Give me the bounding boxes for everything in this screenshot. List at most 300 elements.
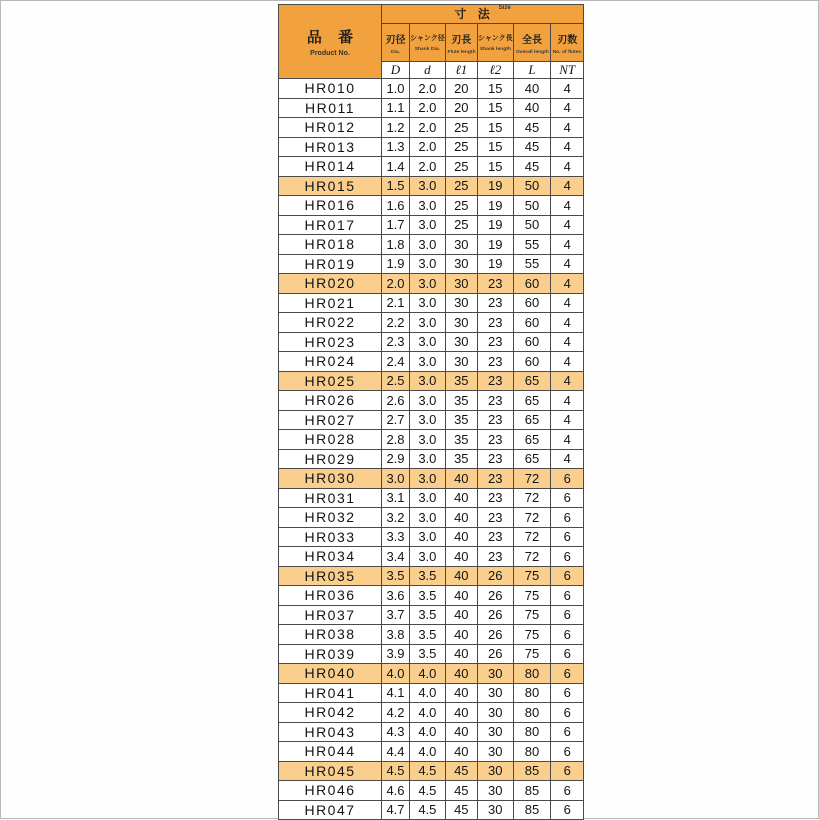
table-row — [279, 605, 584, 625]
value-cell: 75 — [513, 586, 551, 606]
table-row — [279, 664, 584, 684]
value-cell: 3.0 — [410, 176, 446, 196]
product-no-cell: HR038 — [279, 625, 382, 645]
product-no-cell: HR030 — [279, 469, 382, 489]
value-cell: 45 — [445, 781, 477, 801]
value-cell: 4.5 — [410, 800, 446, 820]
value-cell: 40 — [513, 98, 551, 118]
table-row — [279, 118, 584, 138]
value-cell: 6 — [551, 664, 584, 684]
value-cell: 3.0 — [410, 215, 446, 235]
value-cell: 40 — [445, 703, 477, 723]
value-cell: 3.9 — [382, 644, 410, 664]
table-row — [279, 137, 584, 157]
value-cell: 72 — [513, 527, 551, 547]
value-cell: 6 — [551, 761, 584, 781]
value-cell: 72 — [513, 488, 551, 508]
value-cell: 6 — [551, 625, 584, 645]
value-cell: 25 — [445, 196, 477, 216]
value-cell: 4 — [551, 449, 584, 469]
product-no-cell: HR020 — [279, 274, 382, 294]
value-cell: 3.8 — [382, 625, 410, 645]
value-cell: 30 — [477, 683, 513, 703]
product-no-cell: HR021 — [279, 293, 382, 313]
value-cell: 20 — [445, 98, 477, 118]
value-cell: 15 — [477, 118, 513, 138]
value-cell: 23 — [477, 547, 513, 567]
value-cell: 4.5 — [410, 781, 446, 801]
product-spec-table — [278, 4, 584, 820]
size-group-row — [279, 5, 584, 24]
product-no-header-jp: 品 番 — [306, 29, 360, 46]
column-header-en: Overall length — [515, 48, 549, 55]
value-cell: 2.0 — [410, 79, 446, 99]
table-row — [279, 313, 584, 333]
product-no-cell: HR035 — [279, 566, 382, 586]
value-cell: 23 — [477, 293, 513, 313]
table-row — [279, 547, 584, 567]
value-cell: 6 — [551, 527, 584, 547]
value-cell: 30 — [445, 235, 477, 255]
product-no-cell: HR022 — [279, 313, 382, 333]
value-cell: 26 — [477, 625, 513, 645]
value-cell: 23 — [477, 527, 513, 547]
column-header-en: Flute length — [447, 48, 476, 55]
value-cell: 3.5 — [410, 625, 446, 645]
column-header-NT — [551, 24, 584, 62]
value-cell: 19 — [477, 196, 513, 216]
value-cell: 4.0 — [410, 664, 446, 684]
table-row — [279, 508, 584, 528]
product-no-cell: HR041 — [279, 683, 382, 703]
value-cell: 6 — [551, 586, 584, 606]
value-cell: 3.5 — [382, 566, 410, 586]
column-header-jp: シャンク径 — [410, 35, 445, 42]
value-cell: 4.2 — [382, 703, 410, 723]
value-cell: 72 — [513, 508, 551, 528]
value-cell: 40 — [445, 605, 477, 625]
value-cell: 15 — [477, 137, 513, 157]
value-cell: 75 — [513, 625, 551, 645]
product-no-cell: HR047 — [279, 800, 382, 820]
table-row — [279, 254, 584, 274]
value-cell: 4 — [551, 98, 584, 118]
value-cell: 80 — [513, 742, 551, 762]
value-cell: 55 — [513, 254, 551, 274]
product-no-cell: HR033 — [279, 527, 382, 547]
value-cell: 3.5 — [410, 586, 446, 606]
value-cell: 3.1 — [382, 488, 410, 508]
value-cell: 23 — [477, 508, 513, 528]
value-cell: 6 — [551, 469, 584, 489]
table-body — [279, 79, 584, 820]
value-cell: 30 — [477, 781, 513, 801]
value-cell: 6 — [551, 722, 584, 742]
table-row — [279, 274, 584, 294]
table-row — [279, 293, 584, 313]
value-cell: 6 — [551, 488, 584, 508]
value-cell: 2.1 — [382, 293, 410, 313]
product-no-cell: HR023 — [279, 332, 382, 352]
value-cell: 3.0 — [410, 547, 446, 567]
value-cell: 25 — [445, 215, 477, 235]
table-row — [279, 371, 584, 391]
product-no-cell: HR025 — [279, 371, 382, 391]
value-cell: 26 — [477, 566, 513, 586]
value-cell: 2.5 — [382, 371, 410, 391]
value-cell: 4 — [551, 410, 584, 430]
value-cell: 40 — [445, 488, 477, 508]
value-cell: 4.5 — [410, 761, 446, 781]
value-cell: 3.6 — [382, 586, 410, 606]
value-cell: 40 — [445, 722, 477, 742]
value-cell: 23 — [477, 469, 513, 489]
product-no-cell: HR032 — [279, 508, 382, 528]
product-no-cell: HR018 — [279, 235, 382, 255]
value-cell: 30 — [445, 293, 477, 313]
value-cell: 4 — [551, 79, 584, 99]
value-cell: 30 — [445, 254, 477, 274]
value-cell: 15 — [477, 79, 513, 99]
value-cell: 4.5 — [382, 761, 410, 781]
size-group-header-en: Size — [498, 5, 511, 11]
table-row — [279, 410, 584, 430]
value-cell: 3.0 — [410, 254, 446, 274]
table-row — [279, 332, 584, 352]
value-cell: 45 — [513, 157, 551, 177]
product-no-cell: HR034 — [279, 547, 382, 567]
value-cell: 4 — [551, 215, 584, 235]
value-cell: 1.8 — [382, 235, 410, 255]
value-cell: 65 — [513, 371, 551, 391]
value-cell: 4.6 — [382, 781, 410, 801]
value-cell: 35 — [445, 449, 477, 469]
value-cell: 40 — [445, 566, 477, 586]
product-no-cell: HR042 — [279, 703, 382, 723]
value-cell: 60 — [513, 352, 551, 372]
value-cell: 4.0 — [410, 683, 446, 703]
value-cell: 26 — [477, 605, 513, 625]
value-cell: 6 — [551, 566, 584, 586]
value-cell: 3.0 — [410, 430, 446, 450]
column-header-d — [410, 24, 446, 62]
value-cell: 2.0 — [410, 157, 446, 177]
value-cell: 23 — [477, 410, 513, 430]
value-cell: 4.0 — [382, 664, 410, 684]
value-cell: 55 — [513, 235, 551, 255]
value-cell: 4 — [551, 430, 584, 450]
value-cell: 85 — [513, 761, 551, 781]
value-cell: 4.7 — [382, 800, 410, 820]
value-cell: 30 — [477, 742, 513, 762]
product-no-cell: HR028 — [279, 430, 382, 450]
value-cell: 40 — [445, 625, 477, 645]
column-header-en: Shank length — [479, 46, 511, 52]
value-cell: 2.0 — [410, 137, 446, 157]
value-cell: 75 — [513, 605, 551, 625]
value-cell: 23 — [477, 449, 513, 469]
value-cell: 3.0 — [410, 274, 446, 294]
value-cell: 1.9 — [382, 254, 410, 274]
value-cell: 1.3 — [382, 137, 410, 157]
value-cell: 60 — [513, 332, 551, 352]
column-symbol-d: d — [410, 62, 446, 79]
value-cell: 30 — [445, 332, 477, 352]
product-no-cell: HR012 — [279, 118, 382, 138]
product-no-cell: HR015 — [279, 176, 382, 196]
value-cell: 4 — [551, 118, 584, 138]
value-cell: 3.0 — [410, 527, 446, 547]
value-cell: 3.0 — [410, 235, 446, 255]
value-cell: 35 — [445, 410, 477, 430]
value-cell: 40 — [445, 527, 477, 547]
table-row — [279, 703, 584, 723]
column-header-jp: 刃数 — [557, 34, 578, 46]
table-row — [279, 488, 584, 508]
value-cell: 30 — [445, 313, 477, 333]
value-cell: 2.0 — [410, 98, 446, 118]
value-cell: 15 — [477, 157, 513, 177]
value-cell: 3.0 — [410, 332, 446, 352]
value-cell: 2.0 — [382, 274, 410, 294]
value-cell: 2.9 — [382, 449, 410, 469]
value-cell: 23 — [477, 391, 513, 411]
table-row — [279, 625, 584, 645]
table-row — [279, 352, 584, 372]
value-cell: 85 — [513, 781, 551, 801]
value-cell: 4 — [551, 235, 584, 255]
value-cell: 4 — [551, 274, 584, 294]
table-row — [279, 430, 584, 450]
value-cell: 25 — [445, 157, 477, 177]
value-cell: 23 — [477, 352, 513, 372]
value-cell: 1.5 — [382, 176, 410, 196]
table-row — [279, 235, 584, 255]
product-no-cell: HR029 — [279, 449, 382, 469]
value-cell: 3.0 — [410, 352, 446, 372]
value-cell: 23 — [477, 332, 513, 352]
value-cell: 19 — [477, 215, 513, 235]
value-cell: 4 — [551, 176, 584, 196]
product-no-cell: HR031 — [279, 488, 382, 508]
value-cell: 3.0 — [410, 371, 446, 391]
table-row — [279, 176, 584, 196]
value-cell: 30 — [445, 352, 477, 372]
column-header-en: No. of flutes — [552, 48, 582, 55]
product-no-cell: HR010 — [279, 79, 382, 99]
value-cell: 80 — [513, 703, 551, 723]
value-cell: 3.0 — [382, 469, 410, 489]
size-group-header — [382, 5, 584, 24]
table-row — [279, 196, 584, 216]
column-symbol-NT: NT — [551, 62, 584, 79]
value-cell: 45 — [445, 800, 477, 820]
value-cell: 4.1 — [382, 683, 410, 703]
column-header-en: Shank Dia. — [414, 46, 441, 52]
table-row — [279, 79, 584, 99]
column-header-jp: シャンク長 — [477, 35, 513, 42]
column-header-ℓ1 — [445, 24, 477, 62]
value-cell: 2.0 — [410, 118, 446, 138]
value-cell: 2.4 — [382, 352, 410, 372]
column-header-ℓ2 — [477, 24, 513, 62]
value-cell: 45 — [513, 137, 551, 157]
value-cell: 1.0 — [382, 79, 410, 99]
table-row — [279, 566, 584, 586]
product-no-cell: HR040 — [279, 664, 382, 684]
value-cell: 60 — [513, 293, 551, 313]
value-cell: 60 — [513, 313, 551, 333]
product-no-cell: HR044 — [279, 742, 382, 762]
value-cell: 19 — [477, 235, 513, 255]
value-cell: 3.0 — [410, 391, 446, 411]
product-no-cell: HR026 — [279, 391, 382, 411]
value-cell: 4 — [551, 371, 584, 391]
product-no-cell: HR013 — [279, 137, 382, 157]
value-cell: 4.0 — [410, 722, 446, 742]
table-row — [279, 761, 584, 781]
value-cell: 23 — [477, 488, 513, 508]
value-cell: 25 — [445, 137, 477, 157]
value-cell: 50 — [513, 176, 551, 196]
table-row — [279, 722, 584, 742]
table-row — [279, 469, 584, 489]
product-no-cell: HR037 — [279, 605, 382, 625]
value-cell: 3.5 — [410, 605, 446, 625]
value-cell: 3.0 — [410, 313, 446, 333]
value-cell: 1.1 — [382, 98, 410, 118]
value-cell: 65 — [513, 391, 551, 411]
table-row — [279, 215, 584, 235]
value-cell: 35 — [445, 391, 477, 411]
value-cell: 50 — [513, 196, 551, 216]
value-cell: 4.0 — [410, 742, 446, 762]
value-cell: 4 — [551, 293, 584, 313]
value-cell: 23 — [477, 313, 513, 333]
value-cell: 50 — [513, 215, 551, 235]
product-no-cell: HR027 — [279, 410, 382, 430]
value-cell: 45 — [513, 118, 551, 138]
value-cell: 80 — [513, 722, 551, 742]
value-cell: 30 — [445, 274, 477, 294]
value-cell: 19 — [477, 176, 513, 196]
value-cell: 30 — [477, 664, 513, 684]
value-cell: 26 — [477, 644, 513, 664]
value-cell: 1.2 — [382, 118, 410, 138]
table-row — [279, 98, 584, 118]
value-cell: 25 — [445, 118, 477, 138]
value-cell: 30 — [477, 722, 513, 742]
value-cell: 4 — [551, 313, 584, 333]
value-cell: 4 — [551, 157, 584, 177]
size-group-header-jp: 寸 法 — [454, 7, 494, 21]
value-cell: 3.5 — [410, 644, 446, 664]
product-no-cell: HR039 — [279, 644, 382, 664]
value-cell: 2.3 — [382, 332, 410, 352]
column-header-jp: 全長 — [521, 34, 542, 46]
value-cell: 26 — [477, 586, 513, 606]
value-cell: 75 — [513, 566, 551, 586]
value-cell: 4.3 — [382, 722, 410, 742]
table-row — [279, 800, 584, 820]
value-cell: 3.0 — [410, 469, 446, 489]
column-header-L — [513, 24, 551, 62]
value-cell: 3.3 — [382, 527, 410, 547]
product-no-cell: HR017 — [279, 215, 382, 235]
value-cell: 25 — [445, 176, 477, 196]
column-header-jp: 刃径 — [385, 34, 406, 46]
value-cell: 60 — [513, 274, 551, 294]
value-cell: 4 — [551, 391, 584, 411]
product-no-cell: HR045 — [279, 761, 382, 781]
value-cell: 2.6 — [382, 391, 410, 411]
value-cell: 4 — [551, 352, 584, 372]
value-cell: 23 — [477, 371, 513, 391]
value-cell: 6 — [551, 800, 584, 820]
product-no-cell: HR011 — [279, 98, 382, 118]
value-cell: 20 — [445, 79, 477, 99]
value-cell: 80 — [513, 664, 551, 684]
column-header-jp: 刃長 — [451, 34, 472, 46]
product-no-cell: HR043 — [279, 722, 382, 742]
value-cell: 3.0 — [410, 488, 446, 508]
value-cell: 45 — [445, 761, 477, 781]
value-cell: 65 — [513, 430, 551, 450]
value-cell: 3.2 — [382, 508, 410, 528]
value-cell: 6 — [551, 508, 584, 528]
product-no-cell: HR019 — [279, 254, 382, 274]
value-cell: 19 — [477, 254, 513, 274]
value-cell: 3.5 — [410, 566, 446, 586]
value-cell: 4.4 — [382, 742, 410, 762]
column-symbol-ℓ1: ℓ1 — [445, 62, 477, 79]
value-cell: 3.0 — [410, 508, 446, 528]
product-no-cell: HR046 — [279, 781, 382, 801]
value-cell: 30 — [477, 703, 513, 723]
product-no-header — [279, 5, 382, 79]
value-cell: 40 — [445, 664, 477, 684]
value-cell: 2.8 — [382, 430, 410, 450]
value-cell: 40 — [513, 79, 551, 99]
product-no-cell: HR016 — [279, 196, 382, 216]
value-cell: 6 — [551, 703, 584, 723]
value-cell: 3.0 — [410, 449, 446, 469]
value-cell: 6 — [551, 547, 584, 567]
value-cell: 72 — [513, 469, 551, 489]
column-symbol-ℓ2: ℓ2 — [477, 62, 513, 79]
value-cell: 4 — [551, 332, 584, 352]
value-cell: 65 — [513, 410, 551, 430]
value-cell: 2.2 — [382, 313, 410, 333]
value-cell: 40 — [445, 586, 477, 606]
product-no-cell: HR024 — [279, 352, 382, 372]
value-cell: 4 — [551, 196, 584, 216]
value-cell: 40 — [445, 644, 477, 664]
value-cell: 6 — [551, 683, 584, 703]
value-cell: 35 — [445, 430, 477, 450]
value-cell: 65 — [513, 449, 551, 469]
value-cell: 40 — [445, 469, 477, 489]
value-cell: 6 — [551, 742, 584, 762]
column-header-en: Dia. — [390, 48, 401, 55]
value-cell: 15 — [477, 98, 513, 118]
table-row — [279, 781, 584, 801]
value-cell: 23 — [477, 274, 513, 294]
value-cell: 4.0 — [410, 703, 446, 723]
column-header-D — [382, 24, 410, 62]
value-cell: 1.6 — [382, 196, 410, 216]
value-cell: 3.0 — [410, 293, 446, 313]
